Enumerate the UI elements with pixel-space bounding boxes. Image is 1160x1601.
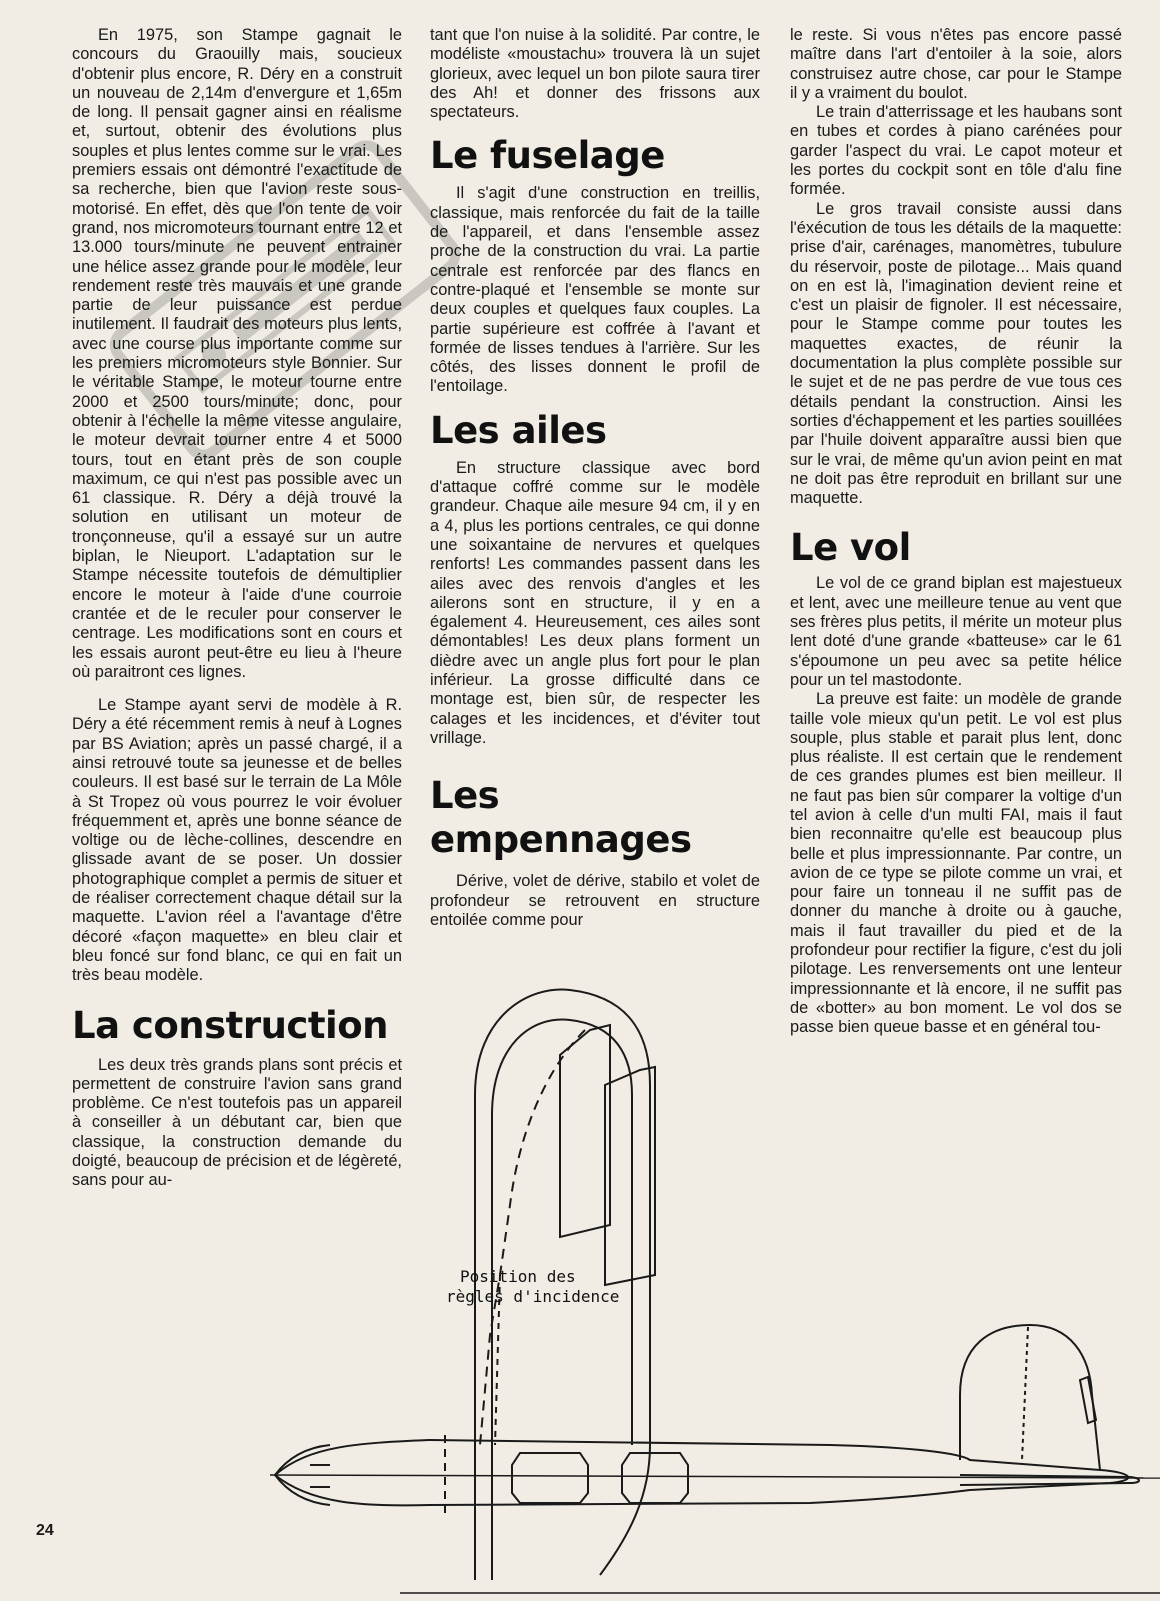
drawing-label-line2: règles d'incidence bbox=[446, 1287, 620, 1306]
paragraph: En 1975, son Stampe gagnait le concours du Graouilly mais, soucieux d'obtenir plus encore, R. Déry en a construit un nouveau de 2,14m d'envergure et 1,65m de long. Il pensait gagner ainsi en réalisme et, surtout, obtenir des évolutions plus souples et plus lentes comme sur le vrai. Les premiers essais ont démontré l'exactitude de sa recherche, bien que l'avion reste sous-motorisé. En effet, dès que l'on tente de voir grand, nos micromoteurs tournant entre 12 et 13.000 tours/minute ne peuvent entrainer une hélice assez grande pour le modèle, leur rendement reste très mauvais et une grande partie de leur puissance est perdue inutilement. Il faudrait des moteurs plus lents, avec une course plus importante comme sur les premiers micromoteurs style Bonnier. Sur le véritable Stampe, le moteur tourne entre 2000 et 2500 tours/minute; donc, pour obtenir à l'échelle la même vitesse angulaire, le moteur devrait tourner entre 4 et 5000 tours, tout en étant près de son couple maximum, ce qui n'est pas possible avec un 61 classique. R. Déry a déjà trouvé la solution en utilisant un moteur de tronçonneuse, qu'il a essayé sur un autre biplan, le Nieuport. L'adaptation sur le Stampe nécessite toutefois de démultiplier encore le moteur à l'aide d'une courroie crantée et de le reculer pour conserver le centrage. Les modifications sont en cours et les essais auront peut-être eu lieu à l'heure où paraitront ces lignes. bbox=[72, 26, 402, 681]
heading-la-construction: La construction bbox=[72, 1003, 388, 1047]
aileron-upper bbox=[560, 1025, 610, 1237]
heading-les-empennages: Les empennages bbox=[430, 774, 692, 862]
tail-fin-spar bbox=[1022, 1327, 1028, 1460]
paragraph: Le vol de ce grand biplan est majestueux et lent, avec une meilleure tenue au vent que ses frères plus petits, il mérite un moteur plus lent doté d'une grande «batteuse» car le 61 s'époumone un peu avec sa petite hélice pour un tel mastodonte. bbox=[790, 574, 1122, 689]
paragraph: Les deux très grands plans sont précis et permettent de construire l'avion sans grand problème. Ce n'est toutefois pas un appareil à conseiller à un débutant car, bien que classique, la construction demande du doigté, beaucoup de précision et de légèreté, sans pour au- bbox=[72, 1055, 402, 1190]
paragraph: La preuve est faite: un modèle de grande taille vole mieux qu'un petit. Le vol est plus souple, plus stable et parait plus lent, donc plus réaliste. Il est certain que le rendement de ces grandes plumes est bien meilleur. Il ne faut pas bien sûr comparer la voltige d'un tel avion à celle d'un multi FAI, mais il faut bien reconnaitre qu'elle est beaucoup plus belle et plus impressionnante. Par contre, un avion de ce type se pilote comme un vrai, et pour faire un tonneau il ne suffit pas de donner du manche à droite ou à gauche, mais il faut travailler du pied et de la profondeur pour rectifier la figure, c'est du joli pilotage. Les renversements ont une lenteur impressionnante et là encore, il ne suffit pas de «botter» au bon moment. Le vol dos se passe bien queue basse et en général tou- bbox=[790, 690, 1122, 1037]
paragraph: Le Stampe ayant servi de modèle à R. Déry a été récemment remis à neuf à Lognes par BS Aviation; après un passé chargé, il a ainsi retrouvé toute sa jeunesse et de belles couleurs. Il est basé sur le terrain de La Môle à St Tropez où vous pourrez le voir évoluer fréquemment et, après une bonne séance de voltige ou de lèche-collines, descendre en glissade avant de se poser. Un dossier photographique complet a permis de situer et de réaliser correctement chaque détail sur la maquette. L'avion réel a l'avantage d'être décoré «façon maquette» en bleu clair et bleu foncé sur fond blanc, ce qui en fait un très beau modèle. bbox=[72, 696, 402, 985]
drawing-label-line1: Position des bbox=[460, 1267, 576, 1286]
aircraft-plan-svg bbox=[270, 975, 1160, 1596]
dashed-rib-line bbox=[480, 1030, 585, 1445]
text-column-2 bbox=[430, 26, 760, 930]
cockpit-rear bbox=[622, 1453, 688, 1503]
tailplane bbox=[960, 1475, 1139, 1485]
aircraft-plan-drawing bbox=[270, 975, 1160, 1596]
paragraph: En structure classique avec bord d'attaque coffré comme sur le modèle grandeur. Chaque aile mesure 94 cm, il y en a 4, plus les portions centrales, ce qui donne une soixantaine de nervures et quelques renforts! Les commandes passent dans les ailes avec des renvois d'angles et les ailerons sont en structure, il y en a également 4. Heureusement, ces ailes sont démontables! Les deux plans forment un dièdre avec un angle plus fort pour le plan inférieur. La grosse difficulté dans ce montage est, bien sûr, de respecter les calages et les incidences, et d'éviter tout vrillage. bbox=[430, 458, 760, 747]
paragraph: Le train d'atterrissage et les haubans sont en tubes et cordes à piano carénées pour garder l'aspect du vrai. Le capot moteur et les portes du cockpit sont en tôle d'alu fine formée. bbox=[790, 103, 1122, 199]
paragraph: Le gros travail consiste aussi dans l'éxécution de tous les détails de la maquette: prise d'air, carénages, manomètres, tubulure du réservoir, poste de pilotage... Mais quand on en est là, l'imagination devient reine et c'est un plaisir de fignoler. Il est nécessaire, pour le Stampe comme pour toutes les maquettes exactes, de réunir la documentation la plus complète possible sur le sujet et de ne pas perdre de vue tous ces détails pendant la construction. Ainsi les sorties d'échappement et les parties souillées par l'huile doivent apparaître aussi bien que sur le vrai, de même qu'un avion peint en mat ne doit pas être reproduit en brillant sur une maquette. bbox=[790, 199, 1122, 508]
paragraph: le reste. Si vous n'êtes pas encore passé maître dans l'art d'entoiler à la soie, alors construisez autre chose, car pour le Stampe il y a vraiment du boulot. bbox=[790, 26, 1122, 102]
paragraph: tant que l'on nuise à la solidité. Par contre, le modéliste «moustachu» trouvera là un sujet glorieux, avec lequel un bon pilote saura tirer des Ah! et donner des frissons aux spectateurs. bbox=[430, 26, 760, 122]
text-column-3 bbox=[790, 26, 1122, 1038]
fuselage-outline bbox=[275, 1440, 1128, 1505]
page-number: 24 bbox=[36, 1522, 54, 1539]
paragraph: Dérive, volet de dérive, stabilo et volet de profondeur se retrouvent en structure entoilée comme pour bbox=[430, 872, 760, 929]
cockpit-front bbox=[512, 1453, 588, 1503]
tail-fin-outline bbox=[960, 1325, 1100, 1470]
heading-le-vol: Le vol bbox=[790, 526, 911, 570]
aileron-lower bbox=[605, 1067, 655, 1285]
heading-les-ailes: Les ailes bbox=[430, 408, 607, 452]
paragraph: Il s'agit d'une construction en treillis, classique, mais renforcée du fait de la taille de l'appareil, et dans l'ensemble assez proche de la construction du vrai. La partie centrale est renforcée par des flancs en contre-plaqué et l'ensemble se monte sur deux couples et quelques faux couples. La partie supérieure est coffrée à l'avant et formée de lisses tendues à l'arrière. Sur les côtés, des lisses donnent le profil de l'entoilage. bbox=[430, 184, 760, 396]
propeller-spinner bbox=[310, 1465, 330, 1487]
heading-le-fuselage: Le fuselage bbox=[430, 134, 665, 178]
